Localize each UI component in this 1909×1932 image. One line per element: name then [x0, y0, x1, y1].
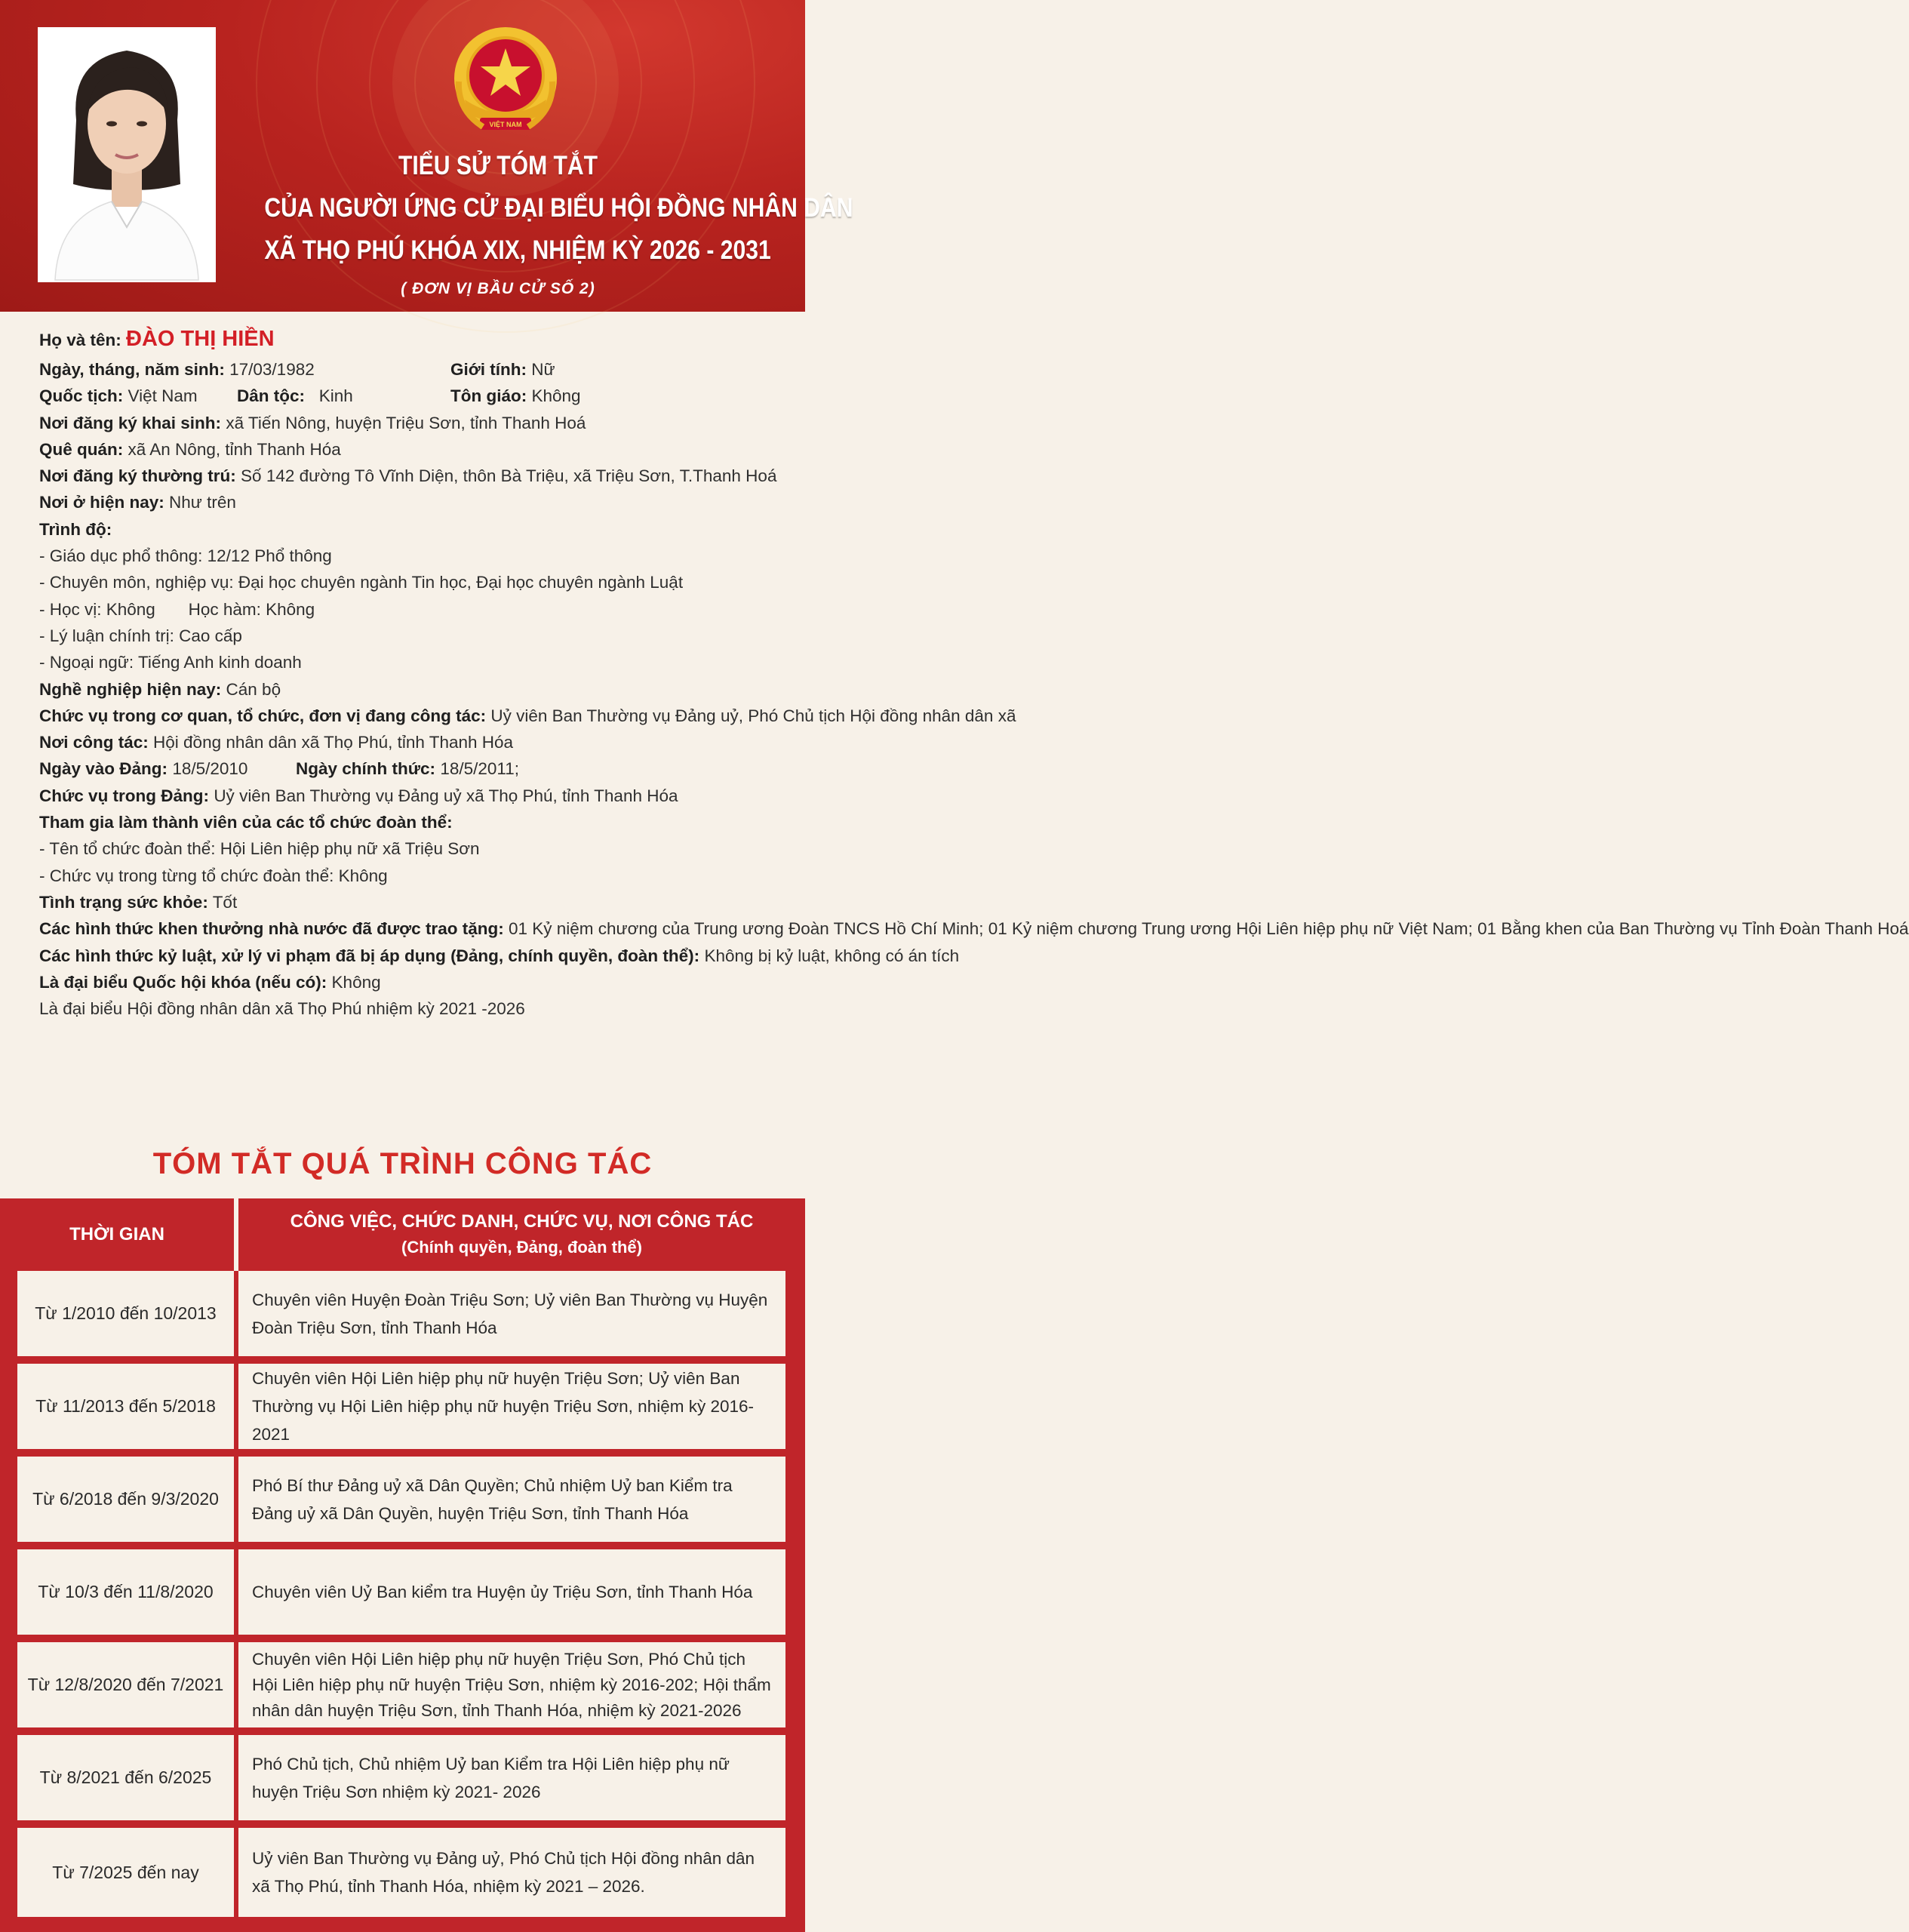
svg-text:VIỆT NAM: VIỆT NAM — [489, 121, 522, 128]
residence-label: Nơi đăng ký thường trú: — [39, 466, 236, 486]
row-job: Phó Chủ tịch, Chủ nhiệm Uỷ ban Kiểm tra Hội Liên hiệp phụ nữ huyện Triệu Sơn nhiệm kỳ 2021- 2026 — [238, 1735, 785, 1820]
religion-label: Tôn giáo: — [450, 386, 527, 406]
table-row — [17, 1271, 785, 1356]
orgs-heading: Tham gia làm thành viên của các tổ chức đoàn thể: — [39, 813, 453, 832]
gender-label: Giới tính: — [450, 360, 527, 379]
column-header-time: THỜI GIAN — [69, 1224, 164, 1244]
hometown-label: Quê quán: — [39, 439, 124, 459]
edu-general: - Giáo dục phổ thông: 12/12 Phổ thông — [39, 546, 332, 566]
dob-row — [39, 356, 786, 383]
work-history-title: TÓM TẮT QUÁ TRÌNH CÔNG TÁC — [152, 1147, 653, 1180]
orgs-position: - Chức vụ trong từng tổ chức đoàn thể: Không — [39, 866, 388, 885]
birth-registration-row — [39, 410, 786, 436]
biography-section — [39, 326, 1909, 1022]
occupation-value: Cán bộ — [226, 679, 281, 699]
row-time: Từ 8/2021 đến 6/2025 — [17, 1735, 234, 1820]
table-row — [17, 1642, 785, 1727]
row-time: Từ 11/2013 đến 5/2018 — [17, 1364, 234, 1449]
party-position-label: Chức vụ trong Đảng: — [39, 786, 210, 805]
occupation-label: Nghề nghiệp hiện nay: — [39, 679, 222, 699]
health-row — [39, 889, 786, 915]
table-row — [17, 1549, 785, 1635]
current-address-row — [39, 489, 786, 515]
row-job: Chuyên viên Huyện Đoàn Triệu Sơn; Uỷ viên Ban Thường vụ Huyện Đoàn Triệu Sơn, tỉnh Thanh Hóa — [238, 1271, 785, 1356]
party-join-value: 18/5/2010 — [172, 759, 248, 779]
health-label: Tình trạng sức khỏe: — [39, 892, 208, 912]
table-row — [17, 1457, 785, 1542]
row-job: Chuyên viên Hội Liên hiệp phụ nữ huyện Triệu Sơn, Phó Chủ tịch Hội Liên hiệp phụ nữ huyện Triệu Sơn, nhiệm kỳ 2016-202; Hội thẩm nhân dân huyện Triệu Sơn, tỉnh Thanh Hóa, nhiệm kỳ 2021-2026 — [238, 1642, 785, 1727]
row-job: Phó Bí thư Đảng uỷ xã Dân Quyền; Chủ nhiệm Uỷ ban Kiểm tra Đảng uỷ xã Dân Quyền, huyện Triệu Sơn, tỉnh Thanh Hóa — [238, 1457, 785, 1542]
residence-row — [39, 463, 786, 489]
header-banner — [0, 0, 853, 312]
current-label: Nơi ở hiện nay: — [39, 493, 164, 512]
title-line-2: CỦA NGƯỜI ỨNG CỬ ĐẠI BIỂU HỘI ĐỒNG NHÂN DÂN — [264, 193, 853, 223]
name-label: Họ và tên: — [39, 331, 121, 349]
na-value: Không — [331, 972, 381, 992]
position-row — [39, 703, 1016, 729]
ethnicity-value: Kinh — [318, 386, 353, 406]
edu-title: Học hàm: Không — [188, 599, 315, 619]
hometown-value: xã An Nông, tỉnh Thanh Hóa — [128, 439, 341, 459]
edu-degree-row — [39, 596, 786, 623]
document-title — [226, 145, 853, 300]
education-heading: Trình độ: — [39, 519, 112, 539]
title-line-1: TIỂU SỬ TÓM TẮT — [398, 151, 598, 180]
gender-value: Nữ — [531, 360, 555, 379]
edu-political: - Lý luận chính trị: Cao cấp — [39, 626, 242, 645]
national-assembly-row — [39, 969, 786, 995]
edu-professional: - Chuyên môn, nghiệp vụ: Đại học chuyên ngành Tin học, Đại học chuyên ngành Luật — [39, 573, 684, 592]
party-dates-row — [39, 755, 786, 782]
title-line-3: XÃ THỌ PHÚ KHÓA XIX, NHIỆM KỲ 2026 - 2031 — [264, 235, 771, 265]
discipline-value: Không bị kỷ luật, không có án tích — [704, 946, 960, 965]
dob-label: Ngày, tháng, năm sinh: — [39, 360, 225, 379]
position-label: Chức vụ trong cơ quan, tổ chức, đơn vị đang công tác: — [39, 706, 487, 725]
edu-degree: - Học vị: Không — [39, 599, 155, 619]
workplace-label: Nơi công tác: — [39, 733, 149, 752]
candidate-portrait — [38, 27, 216, 282]
na-label: Là đại biểu Quốc hội khóa (nếu có): — [39, 972, 327, 992]
orgs-name: - Tên tổ chức đoàn thể: Hội Liên hiệp phụ nữ xã Triệu Sơn — [39, 839, 480, 859]
peoples-council-note: Là đại biểu Hội đồng nhân dân xã Thọ Phú nhiệm kỳ 2021 -2026 — [39, 999, 525, 1019]
discipline-row — [39, 943, 960, 969]
party-official-label: Ngày chính thức: — [296, 759, 436, 779]
party-official-value: 18/5/2011; — [440, 759, 520, 779]
birth-reg-value: xã Tiến Nông, huyện Triệu Sơn, tỉnh Thanh Hoá — [226, 413, 586, 432]
occupation-row — [39, 676, 786, 703]
nationality-value: Việt Nam — [128, 386, 198, 406]
residence-value: Số 142 đường Tô Vĩnh Diện, thôn Bà Triệu, xã Triệu Sơn, T.Thanh Hoá — [241, 466, 777, 486]
dob-value: 17/03/1982 — [229, 360, 315, 379]
nationality-label: Quốc tịch: — [39, 386, 124, 406]
party-position-row — [39, 783, 786, 809]
row-job: Chuyên viên Uỷ Ban kiểm tra Huyện ủy Triệu Sơn, tỉnh Thanh Hóa — [238, 1549, 785, 1635]
health-value: Tốt — [212, 892, 238, 912]
table-row — [17, 1735, 785, 1820]
table-row — [17, 1828, 785, 1917]
position-value: Uỷ viên Ban Thường vụ Đảng uỷ, Phó Chủ tịch Hội đồng nhân dân xã — [490, 706, 1016, 725]
discipline-label: Các hình thức kỷ luật, xử lý vi phạm đã bị áp dụng (Đảng, chính quyền, đoàn thể): — [39, 946, 700, 965]
row-time: Từ 6/2018 đến 9/3/2020 — [17, 1457, 234, 1542]
column-header-job: CÔNG VIỆC, CHỨC DANH, CHỨC VỤ, NƠI CÔNG TÁC (Chính quyền, Đảng, đoàn thể) — [290, 1211, 754, 1257]
workplace-row — [39, 729, 786, 755]
row-time: Từ 7/2025 đến nay — [17, 1828, 234, 1917]
row-time: Từ 10/3 đến 11/8/2020 — [17, 1549, 234, 1635]
awards-value: 01 Kỷ niệm chương của Trung ương Đoàn TNCS Hồ Chí Minh; 01 Kỷ niệm chương Trung ương Hội Liên hiệp phụ nữ Việt Nam; 01 Bằng khen của Ban Thường vụ Tỉnh Đoàn Thanh Hoá — [508, 919, 1909, 939]
national-emblem-icon — [445, 21, 566, 148]
row-job: Uỷ viên Ban Thường vụ Đảng uỷ, Phó Chủ tịch Hội đồng nhân dân xã Thọ Phú, tỉnh Thanh Hóa, nhiệm kỳ 2021 – 2026. — [238, 1828, 785, 1917]
name-row — [39, 326, 786, 356]
religion-value: Không — [531, 386, 581, 406]
workplace-value: Hội đồng nhân dân xã Thọ Phú, tỉnh Thanh Hóa — [153, 733, 514, 752]
electoral-unit: ( ĐƠN VỊ BẦU CỬ SỐ 2) — [401, 280, 595, 297]
nationality-row — [39, 383, 786, 409]
current-value: Như trên — [169, 493, 236, 512]
candidate-name: ĐÀO THỊ HIỀN — [126, 327, 275, 351]
birth-reg-label: Nơi đăng ký khai sinh: — [39, 413, 222, 432]
awards-label: Các hình thức khen thưởng nhà nước đã được trao tặng: — [39, 919, 504, 939]
work-history-table — [0, 1198, 805, 1932]
edu-language: - Ngoại ngữ: Tiếng Anh kinh doanh — [39, 653, 302, 672]
row-time: Từ 12/8/2020 đến 7/2021 — [17, 1642, 234, 1727]
hometown-row — [39, 436, 786, 463]
party-join-label: Ngày vào Đảng: — [39, 759, 168, 779]
row-time: Từ 1/2010 đến 10/2013 — [17, 1271, 234, 1356]
table-row — [17, 1364, 785, 1449]
row-job: Chuyên viên Hội Liên hiệp phụ nữ huyện Triệu Sơn; Uỷ viên Ban Thường vụ Hội Liên hiệp phụ nữ huyện Triệu Sơn, nhiệm kỳ 2016- 2021 — [238, 1364, 785, 1449]
ethnicity-label: Dân tộc: — [237, 386, 305, 406]
awards-row — [39, 915, 1909, 942]
party-position-value: Uỷ viên Ban Thường vụ Đảng uỷ xã Thọ Phú, tỉnh Thanh Hóa — [214, 786, 678, 805]
